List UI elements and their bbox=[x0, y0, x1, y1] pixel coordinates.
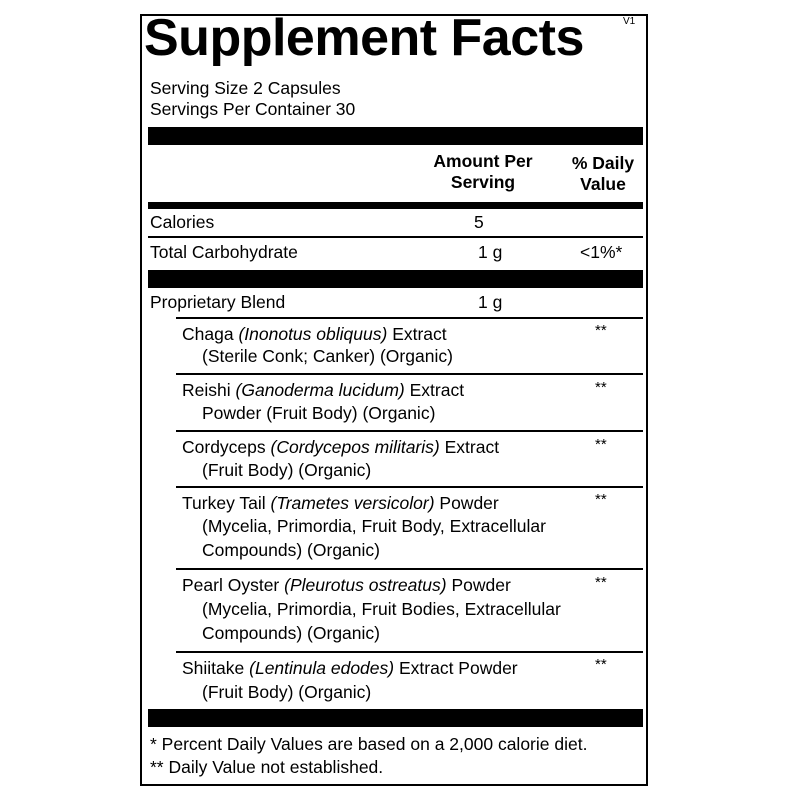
ingredient-form: Powder bbox=[439, 493, 499, 513]
amount-per-serving-header bbox=[420, 151, 546, 193]
thick-divider bbox=[148, 127, 643, 145]
row-divider bbox=[176, 430, 643, 432]
row-divider bbox=[176, 317, 643, 319]
ingredient-dv: ** bbox=[595, 436, 607, 453]
ingredient-latin-name: (Trametes versicolor) bbox=[270, 493, 435, 513]
ingredient-latin-name: (Inonotus obliquus) bbox=[238, 324, 388, 344]
ingredient-chaga bbox=[182, 326, 447, 344]
row-calories-name: Calories bbox=[150, 212, 215, 232]
ingredient-latin-name: (Lentinula edodes) bbox=[249, 658, 395, 678]
ingredient-name: Chaga bbox=[182, 324, 234, 344]
row-calories-amount: 5 bbox=[474, 212, 484, 232]
ingredient-pearl-oyster bbox=[182, 577, 511, 595]
amount-header-line2: Serving bbox=[450, 172, 516, 192]
ingredient-form: Extract bbox=[444, 437, 500, 457]
ingredient-name: Reishi bbox=[182, 380, 231, 400]
ingredient-detail: (Mycelia, Primordia, Fruit Bodies, Extracellular bbox=[202, 599, 561, 619]
ingredient-name: Pearl Oyster bbox=[182, 575, 280, 595]
ingredient-detail: Powder (Fruit Body) (Organic) bbox=[202, 403, 436, 423]
ingredient-detail: (Fruit Body) (Organic) bbox=[202, 682, 372, 702]
version-code: V1 bbox=[623, 16, 636, 27]
ingredient-detail-cont: Compounds) (Organic) bbox=[202, 540, 380, 560]
ingredient-detail: (Sterile Conk; Canker) (Organic) bbox=[202, 346, 453, 366]
ingredient-form: Extract bbox=[409, 380, 465, 400]
ingredient-shiitake bbox=[182, 660, 518, 678]
ingredient-dv: ** bbox=[595, 322, 607, 339]
row-divider bbox=[176, 651, 643, 653]
ingredient-detail: (Mycelia, Primordia, Fruit Body, Extracellular bbox=[202, 516, 546, 536]
ingredient-latin-name: (Ganoderma lucidum) bbox=[235, 380, 405, 400]
ingredient-latin-name: (Pleurotus ostreatus) bbox=[284, 575, 447, 595]
row-carbohydrate-name: Total Carbohydrate bbox=[150, 242, 298, 262]
dv-header-line1: % Daily bbox=[571, 153, 635, 173]
ingredient-name: Cordyceps bbox=[182, 437, 266, 457]
thick-divider bbox=[148, 709, 643, 727]
ingredient-name: Turkey Tail bbox=[182, 493, 266, 513]
ingredient-form: Powder bbox=[451, 575, 511, 595]
ingredient-reishi bbox=[182, 382, 464, 400]
ingredient-turkey-tail bbox=[182, 495, 499, 513]
label-title: Supplement Facts bbox=[144, 9, 584, 67]
daily-value-header bbox=[558, 153, 648, 195]
row-divider bbox=[176, 373, 643, 375]
ingredient-cordyceps bbox=[182, 439, 499, 457]
ingredient-latin-name: (Cordycepos militaris) bbox=[270, 437, 440, 457]
ingredient-dv: ** bbox=[595, 379, 607, 396]
row-blend-name: Proprietary Blend bbox=[150, 292, 286, 312]
ingredient-name: Shiitake bbox=[182, 658, 245, 678]
ingredient-dv: ** bbox=[595, 656, 607, 673]
ingredient-detail: (Fruit Body) (Organic) bbox=[202, 460, 372, 480]
serving-size: Serving Size 2 Capsules bbox=[150, 78, 341, 98]
medium-divider bbox=[148, 202, 643, 209]
servings-per-container: Servings Per Container 30 bbox=[150, 99, 356, 119]
ingredient-detail-cont: Compounds) (Organic) bbox=[202, 623, 380, 643]
row-carbohydrate-amount: 1 g bbox=[478, 242, 503, 262]
row-carbohydrate-dv: <1%* bbox=[580, 242, 623, 262]
row-blend-amount: 1 g bbox=[478, 292, 503, 312]
ingredient-form: Extract bbox=[392, 324, 447, 344]
row-divider bbox=[176, 486, 643, 488]
row-divider bbox=[176, 568, 643, 570]
thick-divider bbox=[148, 270, 643, 288]
row-divider bbox=[148, 236, 643, 238]
ingredient-dv: ** bbox=[595, 491, 607, 508]
dv-header-line2: Value bbox=[580, 174, 626, 194]
footnote-not-established: ** Daily Value not established. bbox=[150, 757, 384, 777]
footnote-daily-values: * Percent Daily Values are based on a 2,000 calorie diet. bbox=[150, 734, 588, 754]
ingredient-form: Extract Powder bbox=[398, 658, 518, 678]
ingredient-dv: ** bbox=[595, 574, 607, 591]
amount-header-line1: Amount Per bbox=[433, 151, 533, 171]
